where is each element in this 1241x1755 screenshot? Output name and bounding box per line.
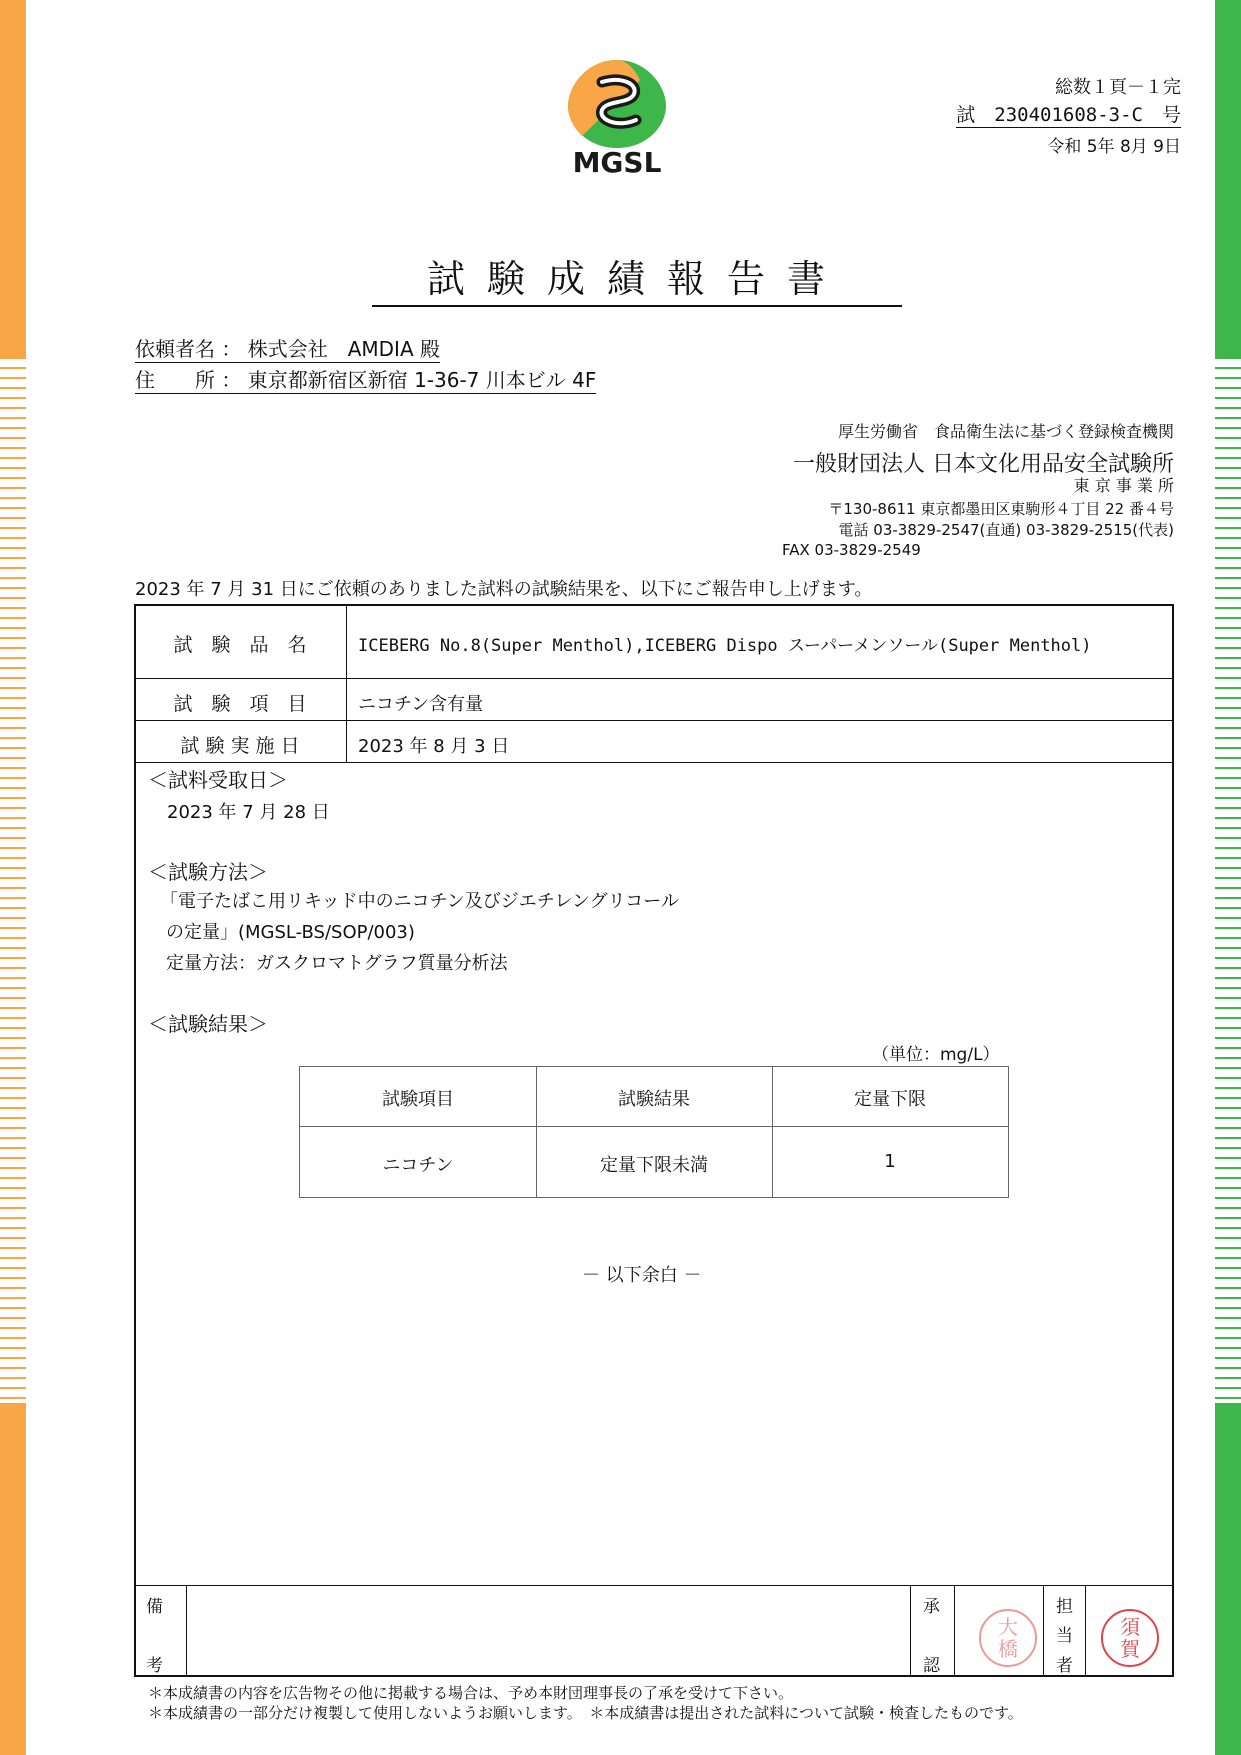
results-cell-result: 定量下限未満 bbox=[600, 1155, 708, 1176]
org-fax: FAX 03-3829-2549 bbox=[782, 541, 921, 559]
charge-label-3: 者 bbox=[1056, 1656, 1073, 1676]
charge-label-1: 担 bbox=[1056, 1597, 1073, 1617]
results-header-item: 試験項目 bbox=[382, 1089, 454, 1110]
right-decor-bar bbox=[1215, 0, 1241, 1755]
product-label: 試 験 品 名 bbox=[173, 634, 307, 656]
logo-text: MGSL bbox=[572, 146, 662, 176]
receipt-date: 2023 年 7 月 28 日 bbox=[167, 802, 330, 823]
approval-stamp: 大橋 bbox=[979, 1609, 1037, 1667]
results-cell-limit: 1 bbox=[884, 1151, 896, 1172]
org-office: 東 京 事 業 所 bbox=[1073, 476, 1174, 495]
results-header-limit: 定量下限 bbox=[854, 1089, 926, 1110]
end-mark: － 以下余白 － bbox=[582, 1265, 702, 1286]
issue-date: 令和 5年 8月 9日 bbox=[1047, 137, 1181, 157]
client-address: 住 所 ： 東京都新宿区新宿 1-36-7 川本ビル 4F bbox=[135, 364, 596, 394]
intro-text: 2023 年 7 月 31 日にご依頼のありました試料の試験結果を、以下にご報告申し上げます。 bbox=[135, 579, 873, 600]
approval-label-top: 承 bbox=[923, 1597, 940, 1617]
remarks-label-bottom: 考 bbox=[146, 1656, 163, 1676]
org-name: 一般財団法人 日本文化用品安全試験所 bbox=[793, 452, 1174, 477]
unit-label: （単位：mg/L） bbox=[872, 1045, 1000, 1065]
report-number: 試 230401608-3-C 号 bbox=[956, 100, 1181, 128]
org-address: 〒130-8611 東京都墨田区東駒形４丁目 22 番４号 bbox=[828, 500, 1174, 518]
method-heading: ＜試験方法＞ bbox=[148, 860, 268, 884]
item-value: ニコチン含有量 bbox=[358, 694, 484, 715]
date-value: 2023 年 8 月 3 日 bbox=[358, 736, 510, 757]
method-line-3: 定量方法：ガスクロマトグラフ質量分析法 bbox=[166, 953, 508, 974]
date-label: 試 験 実 施 日 bbox=[180, 735, 300, 757]
approval-label-bottom: 認 bbox=[923, 1656, 940, 1676]
left-decor-bar bbox=[0, 0, 26, 1755]
results-cell-item: ニコチン bbox=[382, 1155, 454, 1176]
method-line-1: 「電子たばこ用リキッド中のニコチン及びジエチレングリコール bbox=[160, 891, 679, 912]
receipt-heading: ＜試料受取日＞ bbox=[148, 768, 288, 792]
charge-stamp: 須賀 bbox=[1101, 1609, 1159, 1667]
org-registration: 厚生労働省 食品衛生法に基づく登録検査機関 bbox=[837, 422, 1174, 441]
result-heading: ＜試験結果＞ bbox=[148, 1012, 268, 1036]
mgsl-logo bbox=[562, 58, 672, 176]
page-title: 試験成績報告書 bbox=[372, 248, 902, 307]
product-value: ICEBERG No.8(Super Menthol),ICEBERG Dispo スーパーメンソール(Super Menthol) bbox=[358, 636, 1092, 656]
org-phone: 電話 03-3829-2547(直通) 03-3829-2515(代表) bbox=[838, 521, 1174, 539]
footnote-2: ＊本成績書の一部分だけ複製して使用しないようお願いします。 ＊本成績書は提出された試料について試験・検査したものです。 bbox=[148, 1704, 1023, 1722]
footnote-1: ＊本成績書の内容を広告物その他に掲載する場合は、予め本財団理事長の了承を受けて下さい。 bbox=[148, 1684, 794, 1702]
results-table bbox=[299, 1066, 1009, 1198]
item-label: 試 験 項 目 bbox=[173, 693, 307, 715]
results-header-result: 試験結果 bbox=[618, 1089, 690, 1110]
method-line-2: の定量」(MGSL-BS/SOP/003) bbox=[166, 922, 415, 943]
charge-label-2: 当 bbox=[1056, 1626, 1073, 1646]
remarks-label-top: 備 bbox=[146, 1597, 163, 1617]
client-name: 依頼者名 ： 株式会社 AMDIA 殿 bbox=[135, 333, 440, 363]
page-count: 総数１頁－１完 bbox=[1055, 77, 1181, 98]
